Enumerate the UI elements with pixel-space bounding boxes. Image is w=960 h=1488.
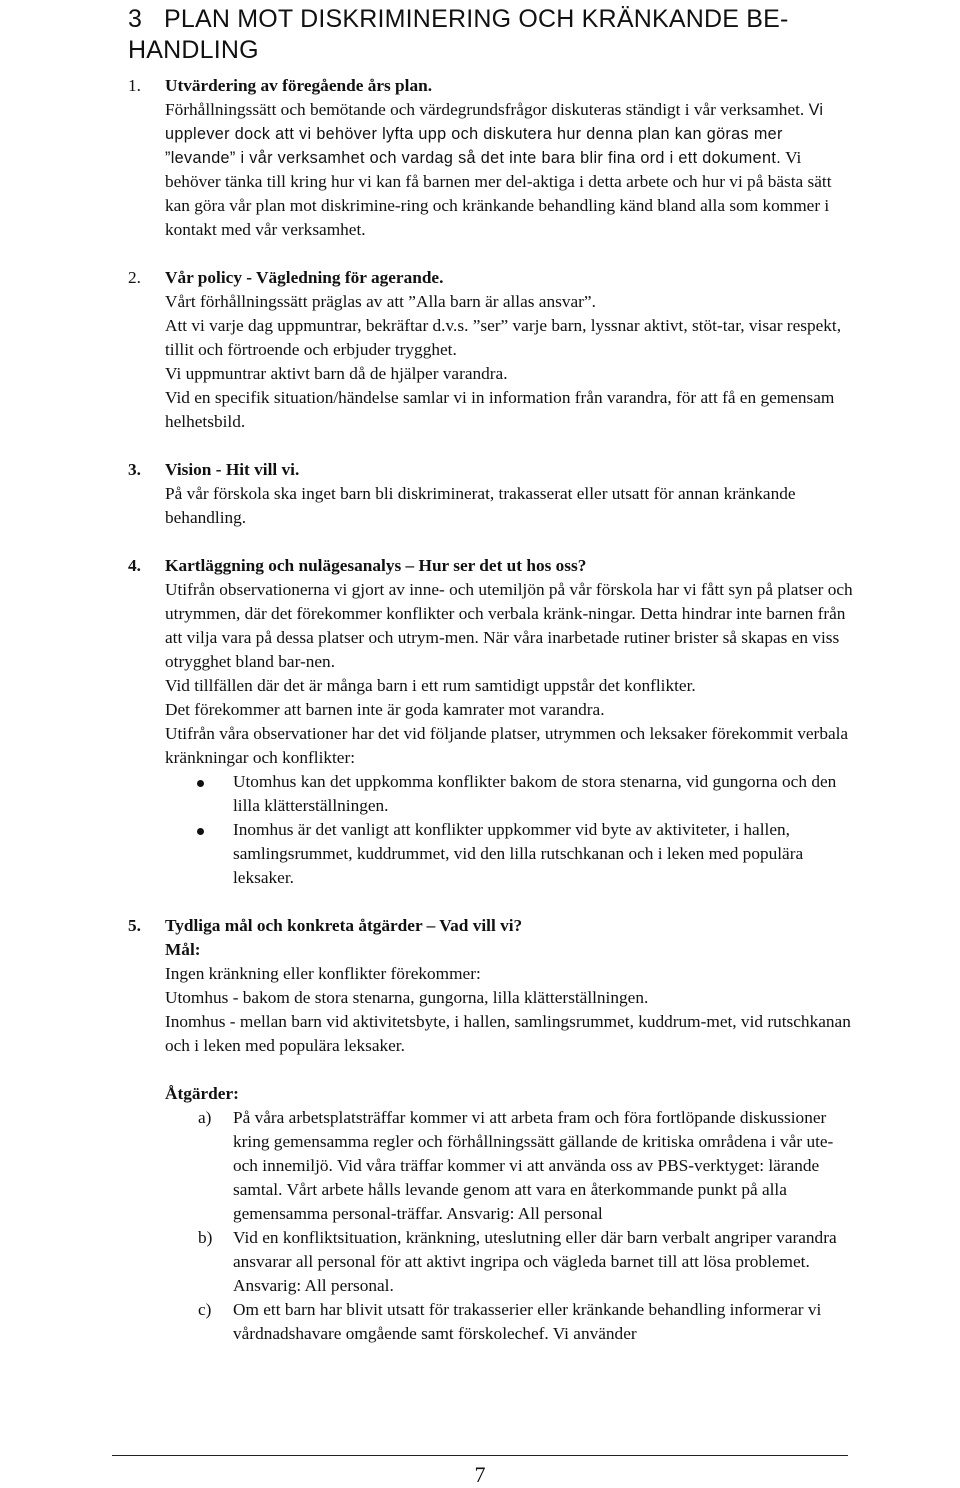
goal-line: Inomhus - mellan barn vid aktivitetsbyte, i hallen, samlingsrummet, kuddrum-met, vid rutschkanan och i leken med populära leksaker. <box>165 1012 851 1055</box>
section-3-number: 3. <box>128 460 141 479</box>
section-2 <box>128 266 858 434</box>
heading-line-2: HANDLING <box>128 36 259 64</box>
section-5-number: 5. <box>128 916 141 935</box>
section-4-number: 4. <box>128 556 141 575</box>
page-number: 7 <box>474 1462 486 1487</box>
section-2-title: Vår policy - Vägledning för agerande. <box>165 268 444 287</box>
list-item <box>165 1226 858 1298</box>
section-5 <box>128 914 858 1346</box>
section-1-text <box>165 98 858 242</box>
section-3-title: Vision - Hit vill vi. <box>165 460 300 479</box>
bullet-dot-icon <box>197 780 204 787</box>
section-4-paragraph: Utifrån våra observationer har det vid följande platser, utrymmen och leksaker förekommit verbala kränkningar och konflikter: <box>165 724 849 767</box>
list-item <box>165 818 858 890</box>
section-2-line: Vårt förhållningssätt präglas av att ”Alla barn är allas ansvar”. <box>165 292 596 311</box>
bullet-dot-icon <box>197 828 204 835</box>
section-1-para-2: Vi upplever dock att vi behöver lyfta upp och diskutera hur denna plan kan göras mer ”levande” i vår verksamhet och vardag så det inte bara blir fina ord i ett dokument. <box>165 101 824 167</box>
section-3 <box>128 458 858 530</box>
list-item <box>165 1298 858 1346</box>
section-4 <box>128 554 858 890</box>
section-1-number: 1. <box>128 76 141 95</box>
goals-label: Mål: <box>165 940 201 959</box>
section-4-title: Kartläggning och nulägesanalys – Hur ser det ut hos oss? <box>165 556 587 575</box>
section-4-paragraph: Vid tillfällen där det är många barn i ett rum samtidigt uppstår det konflikter. <box>165 676 696 695</box>
list-item <box>165 1106 858 1226</box>
item-letter: a) <box>198 1108 212 1127</box>
section-4-bullet-list <box>165 770 858 890</box>
item-letter: b) <box>198 1228 213 1247</box>
section-1-para-3: Vi behöver tänka till kring hur vi kan få barnen mer del-aktiga i detta arbete och hur vi på bästa sätt kan göra vår plan mot diskrimine-ring och kränkande behandling känd bland alla som kommer i kontakt med vår verksamhet. <box>165 148 832 239</box>
section-5-title: Tydliga mål och konkreta åtgärder – Vad vill vi? <box>165 916 523 935</box>
heading-line-1: PLAN MOT DISKRIMINERING OCH KRÄNKANDE BE- <box>164 5 789 33</box>
list-item <box>165 770 858 818</box>
section-4-paragraph: Utifrån observationerna vi gjort av inne- och utemiljön på vår förskola har vi fått syn på platser och utrymmen, där det förekommer konflikter och verbala kränk-ningar. Detta hindrar inte barnen från att vilja vara på dessa platser och utrym-men. När våra inarbetade rutiner brister så skapas en viss otrygghet bland bar-nen. <box>165 580 853 671</box>
section-2-line: Vi uppmuntrar aktivt barn då de hjälper varandra. <box>165 364 508 383</box>
section-2-line: Att vi varje dag uppmuntrar, bekräftar d.v.s. ”ser” varje barn, lyssnar aktivt, stöt-tar, visar respekt, tillit och förtroende och erbjuder trygghet. <box>165 316 842 359</box>
item-text: Om ett barn har blivit utsatt för trakasserier eller kränkande behandling informerar vi vårdnadshavare omgående samt förskolechef. Vi använder <box>233 1300 822 1343</box>
goal-line: Utomhus - bakom de stora stenarna, gungorna, lilla klätterställningen. <box>165 988 649 1007</box>
document-body <box>128 74 858 1346</box>
goal-line: Ingen kränkning eller konflikter förekommer: <box>165 964 481 983</box>
bullet-text: Inomhus är det vanligt att konflikter uppkommer vid byte av aktiviteter, i hallen, samlingsrummet, kuddrummet, vid den lilla rutschkanan och i leken med populära leksaker. <box>233 820 804 887</box>
bullet-text: Utomhus kan det uppkomma konflikter bakom de stora stenarna, vid gungorna och den lilla klätterställningen. <box>233 772 837 815</box>
section-2-line: Vid en specifik situation/händelse samlar vi in information från varandra, för att få en gemensam helhetsbild. <box>165 388 835 431</box>
heading-number: 3 <box>128 5 143 33</box>
section-1-title: Utvärdering av föregående års plan. <box>165 76 433 95</box>
item-letter: c) <box>198 1300 212 1319</box>
section-3-text: På vår förskola ska inget barn bli diskriminerat, trakasserat eller utsatt för annan kränkande behandling. <box>165 484 796 527</box>
footer-divider <box>112 1455 848 1456</box>
section-1 <box>128 74 858 242</box>
section-4-paragraph: Det förekommer att barnen inte är goda kamrater mot varandra. <box>165 700 605 719</box>
item-text: Vid en konfliktsituation, kränkning, uteslutning eller där barn verbalt angriper varandra ansvarar all personal för att aktivt ingripa och vägleda barnet till att lösa problemet. Ansvarig: All personal. <box>233 1228 837 1295</box>
measures-label: Åtgärder: <box>165 1084 239 1103</box>
item-text: På våra arbetsplatsträffar kommer vi att arbeta fram och föra fortlöpande diskussioner kring gemensamma regler och förhållningssätt gällande de kritiska områdena i vår ute- och innemiljö. Vid våra träffar kommer vi att använda oss av PBS-verktyget: lärande samtal. Vårt arbete hålls levande genom att vara en återkommande punkt på alla gemensamma personal-träffar. Ansvarig: All personal <box>233 1108 834 1223</box>
section-1-para-1: Förhållningssätt och bemötande och värdegrundsfrågor diskuteras ständigt i vår verksamhet. <box>165 100 805 119</box>
section-heading <box>128 4 908 66</box>
section-2-number: 2. <box>128 268 141 287</box>
measures-list <box>165 1106 858 1346</box>
